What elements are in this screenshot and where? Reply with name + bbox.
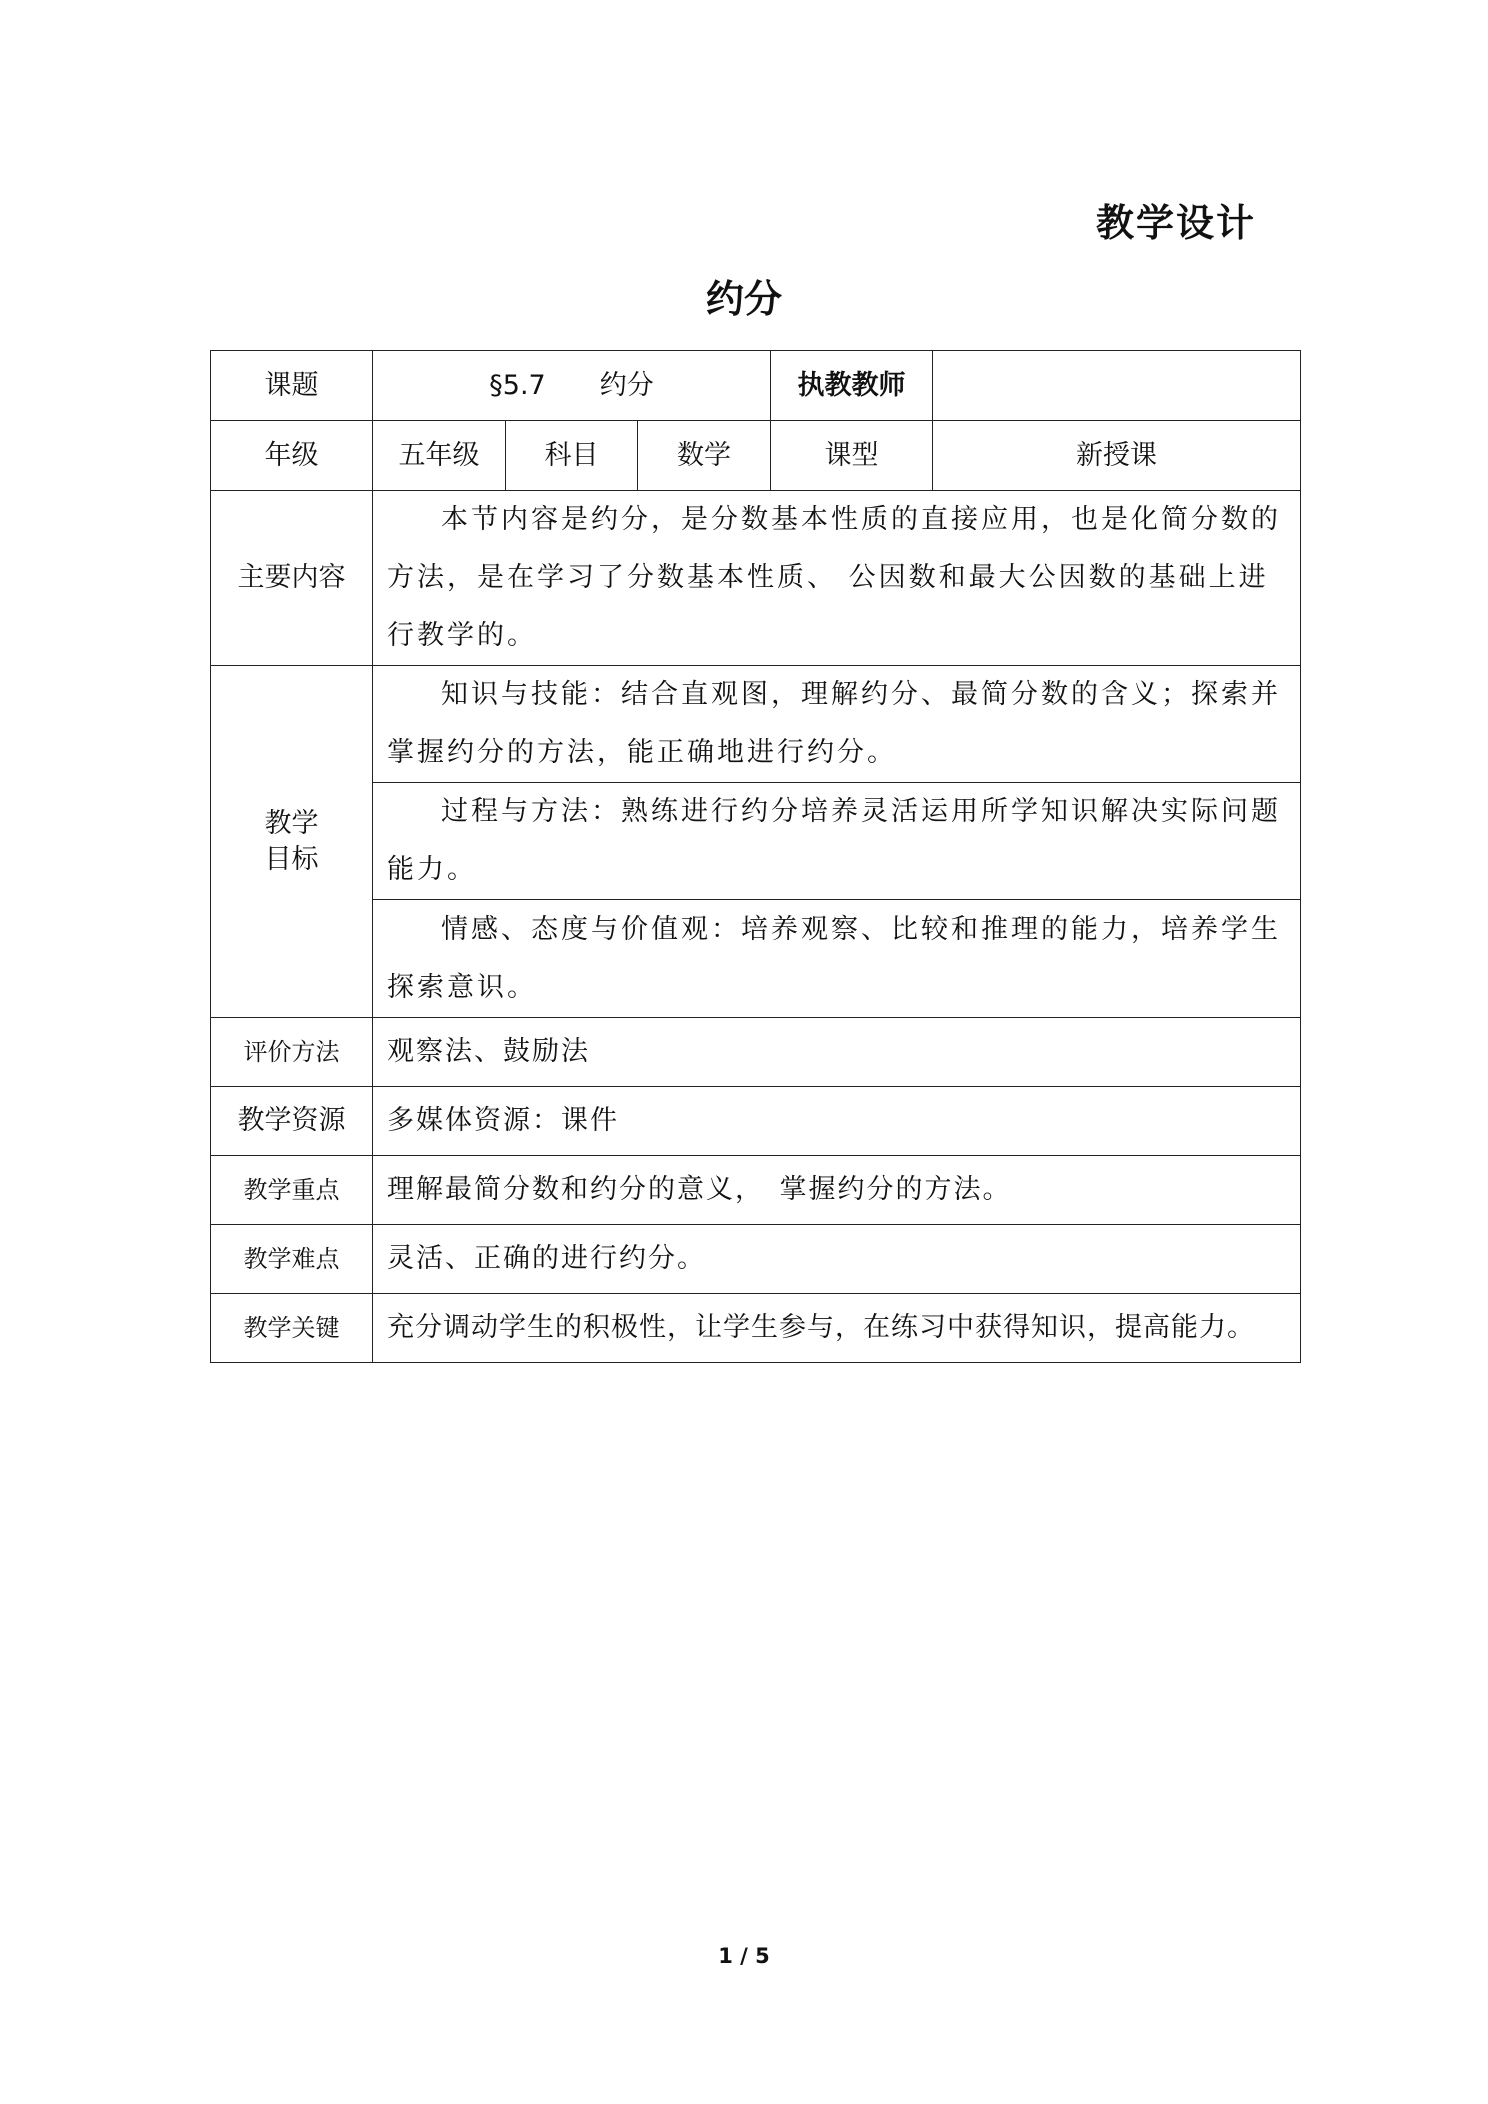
grade-label: 年级 [211, 421, 373, 491]
teacher-value [933, 351, 1301, 421]
table-row [211, 1225, 1301, 1294]
lesson-plan-table [210, 350, 1301, 1363]
table-row [211, 491, 1301, 666]
evaluation-label: 评价方法 [211, 1018, 373, 1087]
objectives-label-line2: 目标 [264, 843, 319, 875]
table-row [211, 1156, 1301, 1225]
table-row [211, 900, 1301, 1018]
table-row [211, 351, 1301, 421]
key-value: 充分调动学生的积极性，让学生参与，在练习中获得知识，提高能力。 [373, 1294, 1301, 1363]
key-points-value: 理解最简分数和约分的意义， 掌握约分的方法。 [373, 1156, 1301, 1225]
evaluation-value: 观察法、鼓励法 [373, 1018, 1301, 1087]
difficulties-label: 教学难点 [211, 1225, 373, 1294]
table-row [211, 421, 1301, 491]
table-row [211, 783, 1301, 900]
teacher-label: 执教教师 [771, 351, 933, 421]
objectives-label-line1: 教学 [264, 807, 319, 839]
table-row [211, 1294, 1301, 1363]
document-type-heading: 教学设计 [1095, 201, 1256, 245]
page-number: 1 / 5 [718, 1944, 770, 1968]
main-content-label: 主要内容 [211, 491, 373, 666]
subject-value: 数学 [638, 421, 771, 491]
subject-label: 科目 [506, 421, 638, 491]
difficulties-value: 灵活、正确的进行约分。 [373, 1225, 1301, 1294]
objective-attitude: 情感、态度与价值观：培养观察、比较和推理的能力，培养学生探索意识。 [373, 900, 1301, 1018]
objective-knowledge: 知识与技能：结合直观图，理解约分、最简分数的含义；探索并掌握约分的方法，能正确地进行约分。 [373, 666, 1301, 783]
topic-value: §5.7 约分 [373, 351, 771, 421]
key-label: 教学关键 [211, 1294, 373, 1363]
resources-label: 教学资源 [211, 1087, 373, 1156]
table-row [211, 1018, 1301, 1087]
grade-value: 五年级 [373, 421, 506, 491]
topic-label: 课题 [211, 351, 373, 421]
objectives-label [211, 666, 373, 1018]
table-row [211, 666, 1301, 783]
lesson-type-label: 课型 [771, 421, 933, 491]
key-points-label: 教学重点 [211, 1156, 373, 1225]
table-row [211, 1087, 1301, 1156]
objective-process: 过程与方法：熟练进行约分培养灵活运用所学知识解决实际问题能力。 [373, 783, 1301, 900]
main-content-text: 本节内容是约分，是分数基本性质的直接应用，也是化简分数的方法，是在学习了分数基本性质、 公因数和最大公因数的基础上进行教学的。 [373, 491, 1301, 666]
resources-value: 多媒体资源：课件 [373, 1087, 1301, 1156]
lesson-title: 约分 [705, 277, 782, 321]
lesson-type-value: 新授课 [933, 421, 1301, 491]
